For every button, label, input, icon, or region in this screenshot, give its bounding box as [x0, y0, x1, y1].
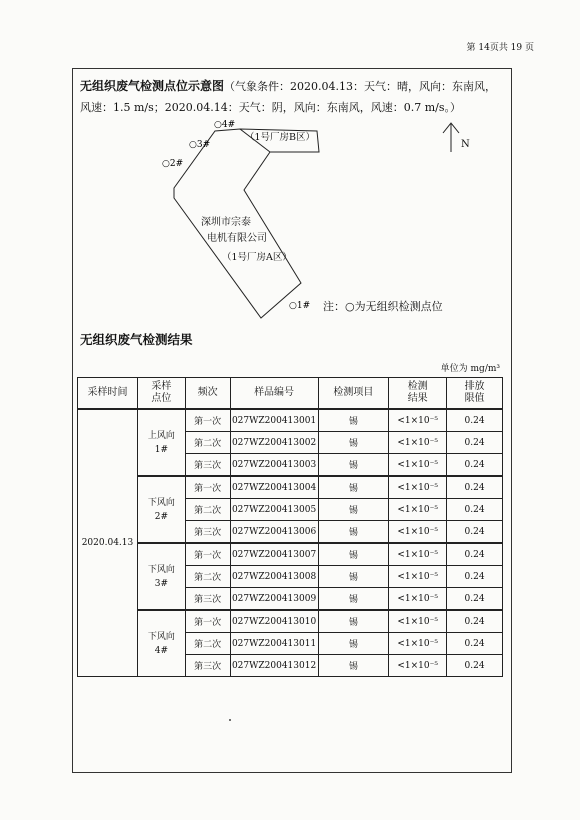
results-section-title: 无组织废气检测结果	[80, 332, 193, 347]
cell-item: 锡	[318, 499, 389, 521]
cell-location: 上风向 1#	[137, 409, 185, 476]
cell-sample: 027WZ200413006	[230, 521, 318, 544]
cell-item: 锡	[318, 655, 389, 677]
cell-limit: 0.24	[447, 543, 503, 566]
cell-limit: 0.24	[447, 499, 503, 521]
cell-sample: 027WZ200413007	[230, 543, 318, 566]
cell-freq: 第二次	[185, 633, 230, 655]
cell-limit: 0.24	[447, 588, 503, 611]
cell-location: 下风向 2#	[137, 476, 185, 543]
cell-limit: 0.24	[447, 655, 503, 677]
cell-result: <1×10⁻⁵	[389, 521, 447, 544]
cell-freq: 第二次	[185, 432, 230, 454]
weather-conditions: （气象条件：2020.04.13：天气：晴，风向：东南风，风速：1.5 m/s；2020.04.14：天气：阴，风向：东南风，风速：0.7 m/s。）	[80, 80, 496, 114]
diagram-note: 注：○为无组织检测点位	[323, 300, 443, 313]
unit-label: 单位为 mg/m³	[440, 364, 500, 374]
point-3-label: ○3#	[189, 140, 211, 150]
cell-freq: 第三次	[185, 454, 230, 477]
header-test-item: 检测项目	[318, 378, 389, 410]
cell-limit: 0.24	[447, 610, 503, 633]
header-location: 采样 点位	[137, 378, 185, 410]
cell-freq: 第三次	[185, 655, 230, 677]
table-row	[78, 476, 503, 499]
cell-sample: 027WZ200413009	[230, 588, 318, 611]
cell-sample: 027WZ200413008	[230, 566, 318, 588]
cell-item: 锡	[318, 409, 389, 432]
cell-freq: 第一次	[185, 610, 230, 633]
results-table	[77, 377, 503, 677]
point-4-label: ○4#	[214, 120, 236, 130]
site-diagram	[0, 0, 580, 330]
cell-result: <1×10⁻⁵	[389, 499, 447, 521]
cell-freq: 第一次	[185, 543, 230, 566]
cell-result: <1×10⁻⁵	[389, 409, 447, 432]
cell-sample: 027WZ200413011	[230, 633, 318, 655]
cell-limit: 0.24	[447, 566, 503, 588]
company-name-line2: 电机有限公司	[207, 233, 267, 244]
building-a-label: （1号厂房A区）	[222, 252, 292, 263]
table-row	[78, 610, 503, 633]
north-label: N	[461, 139, 470, 150]
cell-sample: 027WZ200413005	[230, 499, 318, 521]
cell-item: 锡	[318, 633, 389, 655]
cell-result: <1×10⁻⁵	[389, 655, 447, 677]
cell-limit: 0.24	[447, 633, 503, 655]
cell-freq: 第一次	[185, 409, 230, 432]
cell-item: 锡	[318, 610, 389, 633]
cell-freq: 第三次	[185, 521, 230, 544]
cell-result: <1×10⁻⁵	[389, 432, 447, 454]
north-arrow-icon	[443, 123, 459, 152]
page-number: 第 14页共 19 页	[466, 43, 534, 53]
cell-result: <1×10⁻⁵	[389, 588, 447, 611]
point-1-label: ○1#	[289, 301, 311, 311]
table-row	[78, 543, 503, 566]
point-2-label: ○2#	[162, 159, 184, 169]
cell-item: 锡	[318, 566, 389, 588]
header-frequency: 频次	[185, 378, 230, 410]
cell-result: <1×10⁻⁵	[389, 476, 447, 499]
cell-limit: 0.24	[447, 409, 503, 432]
cell-item: 锡	[318, 588, 389, 611]
cell-result: <1×10⁻⁵	[389, 610, 447, 633]
cell-sample: 027WZ200413010	[230, 610, 318, 633]
header-limit: 排放 限值	[447, 378, 503, 410]
cell-freq: 第二次	[185, 566, 230, 588]
cell-result: <1×10⁻⁵	[389, 566, 447, 588]
cell-location: 下风向 3#	[137, 543, 185, 610]
table-header-row	[78, 378, 503, 410]
cell-item: 锡	[318, 432, 389, 454]
cell-result: <1×10⁻⁵	[389, 543, 447, 566]
cell-limit: 0.24	[447, 476, 503, 499]
cell-item: 锡	[318, 543, 389, 566]
header-sample-id: 样品编号	[230, 378, 318, 410]
company-name-line1: 深圳市宗泰	[201, 217, 251, 228]
cell-item: 锡	[318, 454, 389, 477]
cell-result: <1×10⁻⁵	[389, 454, 447, 477]
header-sampling-time: 采样时间	[78, 378, 138, 410]
header-result: 检测 结果	[389, 378, 447, 410]
cell-location: 下风向 4#	[137, 610, 185, 677]
cell-limit: 0.24	[447, 521, 503, 544]
cell-sample: 027WZ200413003	[230, 454, 318, 477]
cell-limit: 0.24	[447, 432, 503, 454]
cell-item: 锡	[318, 476, 389, 499]
cell-date: 2020.04.13	[78, 409, 138, 677]
cell-sample: 027WZ200413004	[230, 476, 318, 499]
cell-freq: 第三次	[185, 588, 230, 611]
cell-result: <1×10⁻⁵	[389, 633, 447, 655]
cell-freq: 第一次	[185, 476, 230, 499]
building-b-label: （1号厂房B区）	[245, 132, 316, 143]
cell-item: 锡	[318, 521, 389, 544]
cell-limit: 0.24	[447, 454, 503, 477]
diagram-title-bold: 无组织废气检测点位示意图	[80, 79, 225, 93]
table-row	[78, 409, 503, 432]
cell-sample: 027WZ200413002	[230, 432, 318, 454]
stray-mark	[229, 719, 231, 721]
cell-sample: 027WZ200413012	[230, 655, 318, 677]
cell-sample: 027WZ200413001	[230, 409, 318, 432]
cell-freq: 第二次	[185, 499, 230, 521]
